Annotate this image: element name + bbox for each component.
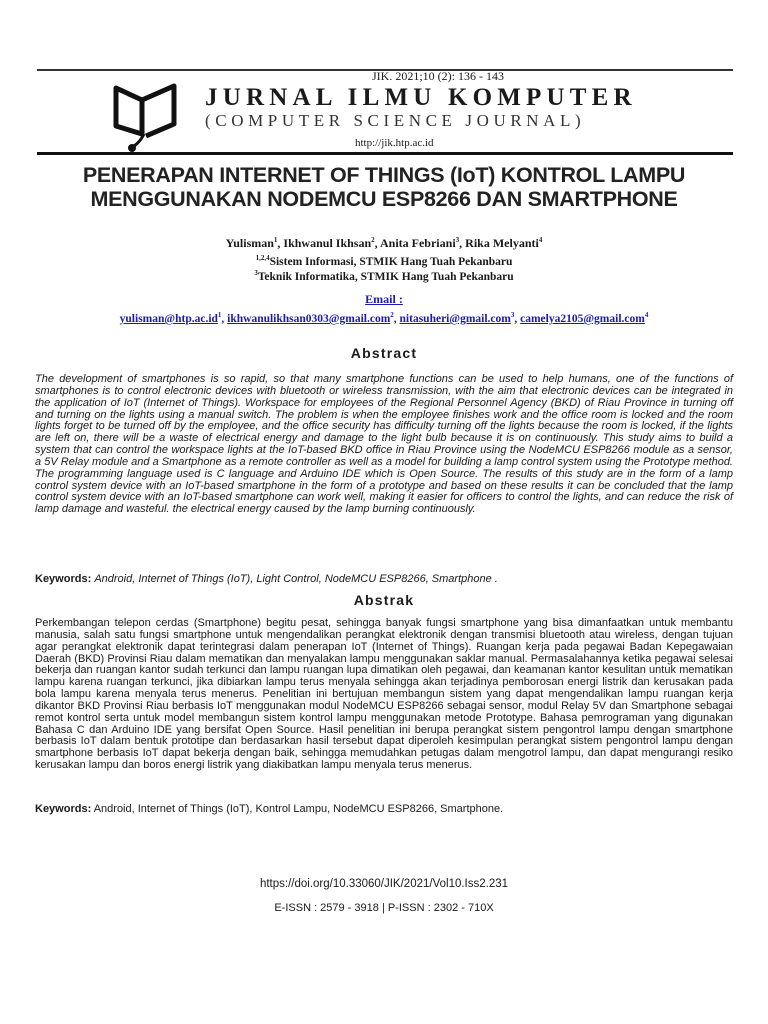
abstrak-keywords <box>35 803 503 815</box>
author-sup: 1 <box>273 236 278 244</box>
abstrak-text: Perkembangan telepon cerdas (Smartphone) begitu pesat, sehingga banyak fungsi smartphone yang bisa dimanfaatkan untuk membantu manusia, salah satu fungsi smartphone untuk mengendalikan perangkat elektronik dengan transmisi bluetooth atau wireless, dengan tujuan agar perangkat elektronik dapat terintegrasi dalam penerapan IoT (Internet of Things). Ruangan kerja pada pegawai Badan Kepegawaian Daerah (BKD) Provinsi Riau dalam mematikan dan menyalakan lampu menggunakan saklar manual. Permasalahannya ketika pegawai selesai bekerja dan ruangan kantor sudah terkunci dan lampu ruangan lupa dimatikan oleh pegawai, dan keamanan kantor kesulitan untuk mematikan lampu karena ruangan terkunci, jika dibiarkan lampu terus menyala sehingga akan terjadinya pemborosan energi listrik dan kerusakan pada bola lampu karena menyala terus menerus. Penelitian ini bertujuan membangun sistem yang dapat mengendalikan lampu ruangan kerja dikantor BKD Provinsi Riau berbasis IoT menggunakan modul NodeMCU ESP8266 sebagai sensor, modul Relay 5V dan Smartphone sebagai remot kontrol serta untuk model membangun sistem kontrol lampu menggunakan metode Prototype. Bahasa pemrograman yang digunakan Bahasa C dan Arduino IDE yang bersifat Open Source. Hasil penelitian ini berupa perangkat sistem pengontrol lampu dengan smartphone berbasis IoT dalam bentuk prototipe dan berdasarkan hasil tersebut dapat diperoleh kesimpulan perangkat sistem pengontrol lampu dengan smartphone berbasis IoT dapat bekerja dengan baik, sehingga memudahkan petugas dalam mengotrol lampu, dan dapat mengurangi resiko kerusakan lampu dan boros energi listrik yang diakibatkan lampu menyala terus menerus. <box>35 617 733 772</box>
abstract-heading: Abstract <box>350 345 418 361</box>
author-list: Yulisman$^1$, Ikhwanul Ikhsan$^2$, Anita Febriani$^3$, Rika Melyanti$^4$ <box>225 236 543 250</box>
keywords-value: Android, Internet of Things (IoT), Light Control, NodeMCU ESP8266, Smartphone . <box>94 573 498 585</box>
citation: JIK. 2021;10 (2): 136 - 143 <box>372 69 504 83</box>
email-sup: 3 <box>510 311 515 319</box>
email-sup: 4 <box>644 311 649 319</box>
journal-name: JURNAL ILMU KOMPUTER <box>205 84 637 111</box>
title-line-2: MENGGUNAKAN NODEMCU ESP8266 DAN SMARTPHONE <box>90 187 678 211</box>
journal-subtitle: (COMPUTER SCIENCE JOURNAL) <box>205 111 586 130</box>
author: Yulisman <box>225 236 274 250</box>
doi-link[interactable]: https://doi.org/10.33060/JIK/2021/Vol10.Iss2.231 <box>259 878 509 890</box>
affiliation-sup: 3 <box>254 269 258 277</box>
author: Anita Febriani <box>379 236 456 250</box>
email-sup: 2 <box>390 311 394 319</box>
issn: E-ISSN : 2579 - 3918 | P-ISSN : 2302 - 710X <box>274 902 494 914</box>
affiliation <box>0 269 768 283</box>
paper-title <box>0 163 768 211</box>
journal-book-logo-icon <box>112 82 182 154</box>
email-link[interactable]: ikhwanulikhsan0303@gmail.com <box>227 312 391 325</box>
author: Ikhwanul Ikhsan <box>283 236 372 250</box>
journal-url[interactable]: http://jik.htp.ac.id <box>355 137 434 149</box>
affiliation-sup: 1,2,4 <box>255 254 270 262</box>
author-sup: 4 <box>538 236 543 244</box>
abstract-keywords <box>35 573 498 585</box>
title-line-1: PENERAPAN INTERNET OF THINGS (IoT) KONTROL LAMPU <box>82 163 686 187</box>
author: Rika Melyanti <box>465 236 539 250</box>
author-sup: 2 <box>371 236 375 244</box>
abstract-text: The development of smartphones is so rapid, so that many smartphone functions can be used to help humans, one of the functions of smartphones is to control electronic devices with bluetooth or wireless transmission, with the aim that electronic devices can be integrated in the application of IoT (Internet of Things). Workspace for employees of the Regional Personnel Agency (BKD) of Riau Province in turning off and turning on the lights using a manual switch. The problem is when the employee finishes work and the office room is locked and the room lights forget to be turned off by the employee, and the office security has difficulty turning off the lights because the room is locked, if the lights are left on, there will be a waste of electrical energy and damage to the light bulb because it is on continuously. This study aims to build a system that can control the workspace lights at the IoT-based BKD office in Riau Province using the NodeMCU ESP8266 module as a sensor, a 5V Relay module and a Smartphone as a remote controller as well as a model for building a lamp control system using the Prototype method. The programming language used is C language and Arduino IDE which is Open Source. The results of this study are in the form of a lamp control system device with an IoT-based smartphone in the form of a prototype and based on these results it can be concluded that the lamp control system device with an IoT-based smartphone can work well, making it easier for officers to control the lights, and can reduce the risk of lamp damage and wasteful. the electrical energy caused by the lamp burning continuously. <box>35 373 733 516</box>
affiliation-text: Teknik Informatika, STMIK Hang Tuah Pekanbaru <box>257 270 514 283</box>
author-sup: 3 <box>455 236 460 244</box>
keywords-label: Keywords: <box>35 803 92 815</box>
email-link[interactable]: nitasuheri@gmail.com <box>399 312 511 325</box>
email-link[interactable]: yulisman@htp.ac.id <box>119 312 218 325</box>
email-label: Email : <box>365 292 403 306</box>
email-link[interactable]: camelya2105@gmail.com <box>520 312 645 325</box>
affiliation-text: Sistem Informasi, STMIK Hang Tuah Pekanbaru <box>269 255 513 268</box>
email-list: $yulisman@htp.ac.id^1$, ikhwanulikhsan0303@gmail.com$^2$, nitasuheri@gmail.com$^3$, camelya2105@gmail.com$^4$ <box>119 311 649 325</box>
abstrak-heading: Abstrak <box>353 592 415 608</box>
keywords-label: Keywords: <box>35 573 92 585</box>
email-sup: 1 <box>217 311 222 319</box>
header-bottom-rule <box>37 152 733 155</box>
affiliation <box>0 254 768 268</box>
keywords-value: Android, Internet of Things (IoT), Kontrol Lampu, NodeMCU ESP8266, Smartphone. <box>93 803 504 815</box>
